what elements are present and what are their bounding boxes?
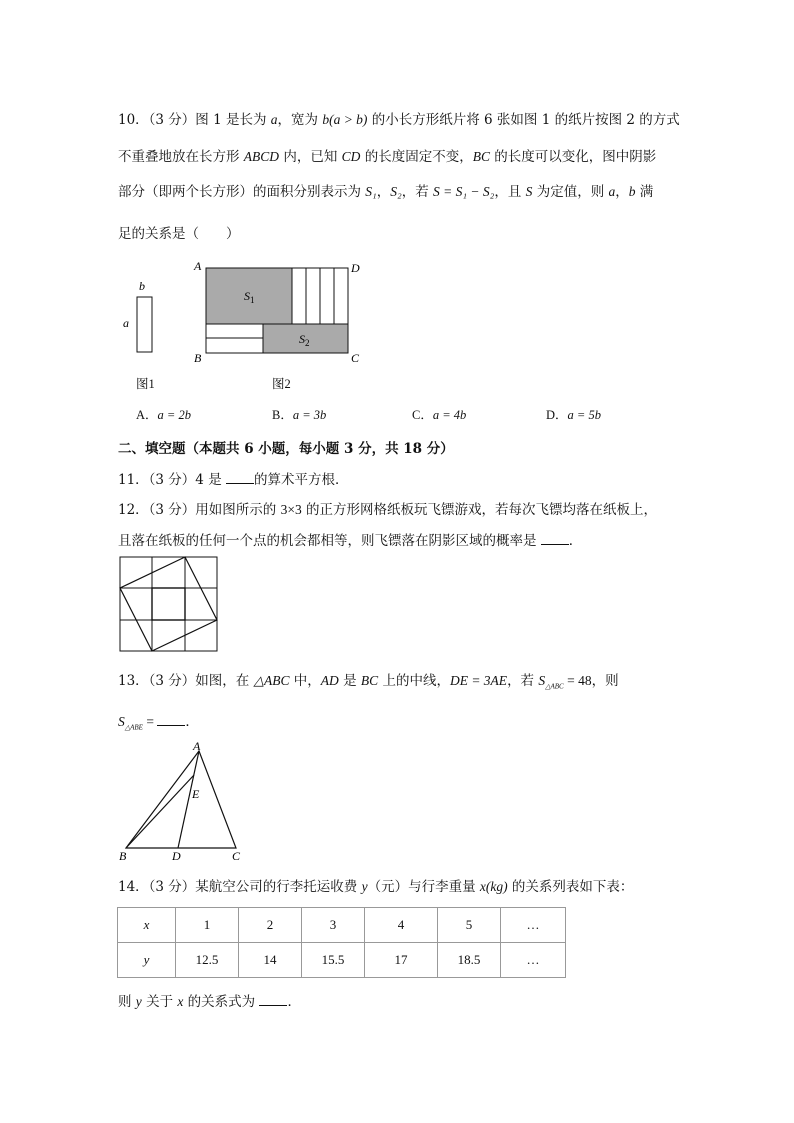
option-c[interactable]: C．a = 4b xyxy=(412,408,467,422)
q13-line-1: 13．（3 分）如图，在 △ABC 中，AD 是 BC 上的中线，DE = 3AE，若 $S_{\triangle ABC} = 48$，则 xyxy=(118,673,619,691)
q11: 11．（3 分）4 是 的算术平方根． xyxy=(118,472,349,488)
q14-line-1: 14．（3 分）某航空公司的行李托运收费 y（元）与行李重量 x(kg) 的关系列表如下表： xyxy=(118,879,634,895)
table-cell: x xyxy=(118,908,176,943)
vertex-d: D xyxy=(172,849,181,863)
table-cell: 15.5 xyxy=(302,943,365,978)
point-e: E xyxy=(192,787,200,801)
table-cell: … xyxy=(501,943,566,978)
q10-line-2: 不重叠地放在长方形 ABCD 内，已知 CD 的长度固定不变，BC 的长度可以变化，图中阴影 xyxy=(118,149,657,165)
fig2-caption: 图2 xyxy=(272,377,291,391)
label-b: b xyxy=(139,279,145,293)
option-a[interactable]: A．a = 2b xyxy=(136,408,191,422)
table-row-y xyxy=(118,943,566,978)
q12-grid-figure xyxy=(119,556,219,653)
option-d[interactable]: D．a = 5b xyxy=(546,408,601,422)
option-b[interactable]: B．a = 3b xyxy=(272,408,327,422)
grid-border xyxy=(120,557,217,651)
table-cell: 12.5 xyxy=(176,943,239,978)
vertex-a: A xyxy=(194,259,202,273)
q10-line-1: 10．（3 分）图 1 是长为 a，宽为 b(a > b) 的小长方形纸片将 6 张如图 1 的纸片按图 2 的方式 xyxy=(118,112,680,128)
q12-line-1: 12．（3 分）用如图所示的 3×3 的正方形网格纸板玩飞镖游戏，若每次飞镖均落在纸板上， xyxy=(118,502,658,518)
vertex-b: B xyxy=(194,351,202,365)
q13-triangle-figure xyxy=(115,737,255,865)
answer-blank[interactable] xyxy=(157,713,185,726)
vertex-d: D xyxy=(351,261,360,275)
q10-figure-2 xyxy=(188,258,368,368)
answer-blank[interactable] xyxy=(259,993,287,1006)
segment-be xyxy=(126,775,194,848)
q10-figure-1 xyxy=(115,275,165,360)
vertex-c: C xyxy=(351,351,360,365)
q10-line-4: 足的关系是（ ） xyxy=(118,226,240,242)
answer-blank[interactable] xyxy=(541,532,569,545)
table-cell: … xyxy=(501,908,566,943)
vertex-a: A xyxy=(193,739,201,753)
table-row-x xyxy=(118,908,566,943)
q14-table xyxy=(117,907,566,978)
table-cell: 3 xyxy=(302,908,365,943)
label-a: a xyxy=(123,316,129,330)
table-cell: 18.5 xyxy=(438,943,501,978)
vertex-c: C xyxy=(232,849,241,863)
fig1-caption: 图1 xyxy=(136,377,155,391)
q12-line-2: 且落在纸板的任何一个点的机会都相等，则飞镖落在阴影区域的概率是 ． xyxy=(118,533,583,549)
answer-blank[interactable] xyxy=(226,471,254,484)
q13-line-2: $S_{\triangle ABE}$ = ． xyxy=(118,714,199,732)
table-cell: y xyxy=(118,943,176,978)
section-heading: 二、填空题（本题共 6 小题，每小题 3 分，共 18 分） xyxy=(118,441,454,457)
small-rectangle xyxy=(137,297,152,352)
table-cell: 2 xyxy=(239,908,302,943)
label-s2: $S_2$ xyxy=(299,332,310,348)
table-cell: 14 xyxy=(239,943,302,978)
table-cell: 5 xyxy=(438,908,501,943)
table-cell: 1 xyxy=(176,908,239,943)
vertex-b: B xyxy=(119,849,127,863)
label-s1: $S_1$ xyxy=(244,289,255,305)
q14-line-2: 则 y 关于 x 的关系式为 ． xyxy=(118,994,301,1010)
q10-line-3: 部分（即两个长方形）的面积分别表示为 S₁，S₂，若 S = S₁ − S₂，且 S 为定值，则 a，b 满 xyxy=(118,184,654,200)
table-cell: 17 xyxy=(365,943,438,978)
table-cell: 4 xyxy=(365,908,438,943)
